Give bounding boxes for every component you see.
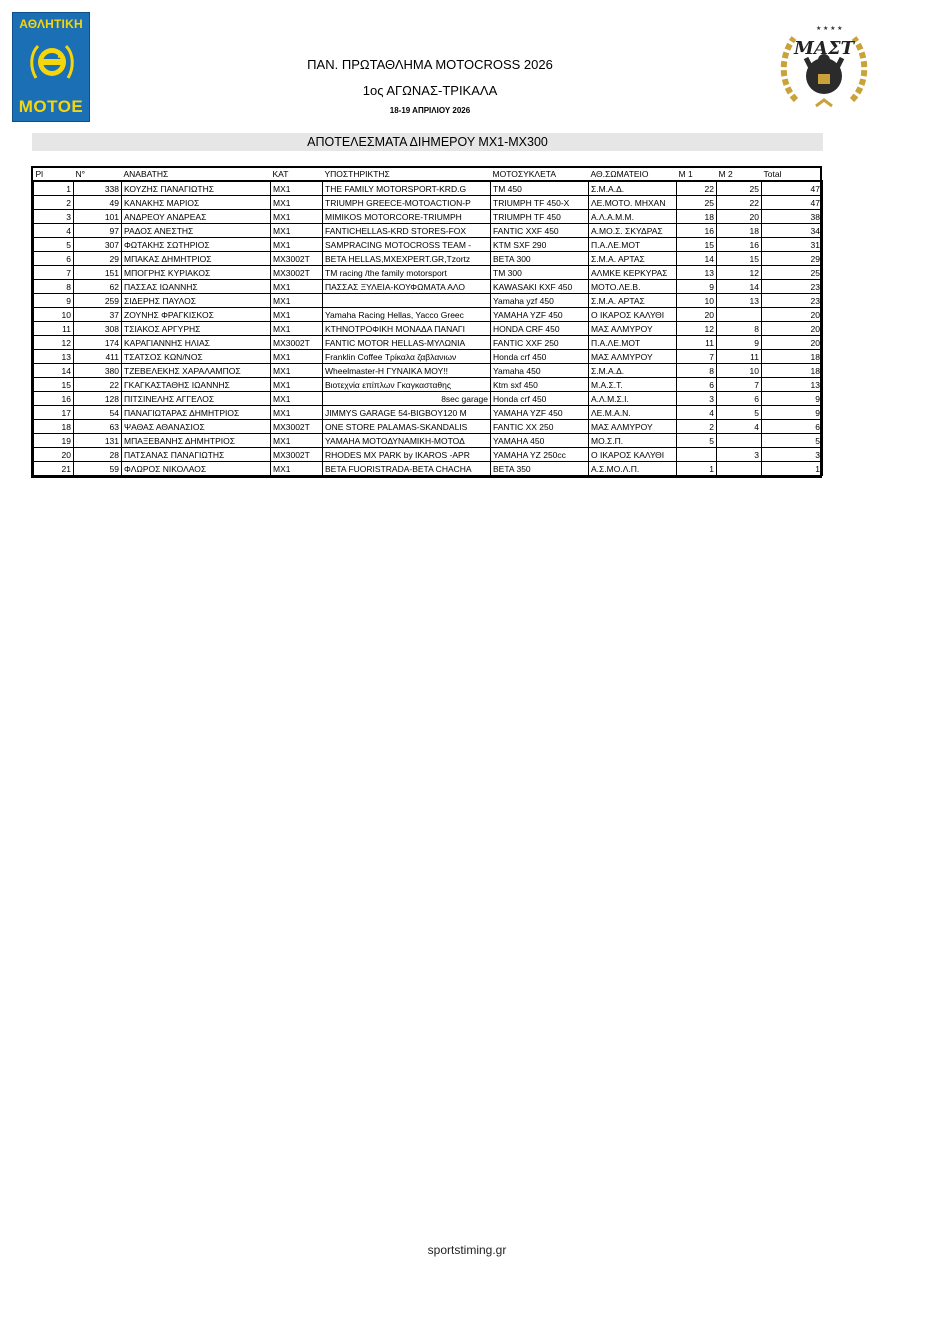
cell-m1 — [677, 448, 717, 462]
cell-m1: 15 — [677, 238, 717, 252]
cell-club: Α.Λ.Μ.Σ.Ι. — [589, 392, 677, 406]
cell-sponsor: TRIUMPH GREECE-MOTOACTION-P — [323, 196, 491, 210]
cell-bike: Ktm sxf 450 — [491, 378, 589, 392]
cell-sponsor: Yamaha Racing Hellas, Yacco Greec — [323, 308, 491, 322]
cell-number: 37 — [74, 308, 122, 322]
cell-number: 101 — [74, 210, 122, 224]
col-header-sponsor: ΥΠΟΣΤΗΡΙΚΤΗΣ — [323, 168, 491, 181]
cell-category: MX3002T — [271, 420, 323, 434]
cell-place: 17 — [34, 406, 74, 420]
cell-m2: 4 — [717, 420, 762, 434]
table-row — [34, 266, 823, 280]
cell-total: 20 — [762, 308, 823, 322]
cell-rider: ΡΑΔΟΣ ΑΝΕΣΤΗΣ — [122, 224, 271, 238]
cell-m2: 14 — [717, 280, 762, 294]
cell-total: 9 — [762, 392, 823, 406]
cell-club: ΜΟΤΟ.ΛΕ.Β. — [589, 280, 677, 294]
cell-number: 128 — [74, 392, 122, 406]
cell-rider: ΓΚΑΓΚΑΣΤΑΘΗΣ ΙΩΑΝΝΗΣ — [122, 378, 271, 392]
cell-category: MX1 — [271, 462, 323, 476]
cell-rider: ΠΑΤΣΑΝΑΣ ΠΑΝΑΓΙΩΤΗΣ — [122, 448, 271, 462]
cell-sponsor: TM racing /the family motorsport — [323, 266, 491, 280]
cell-total: 20 — [762, 322, 823, 336]
cell-m2: 7 — [717, 378, 762, 392]
cell-sponsor: SAMPRACING MOTOCROSS TEAM - — [323, 238, 491, 252]
cell-place: 18 — [34, 420, 74, 434]
cell-club: ΜΑΣ ΑΛΜΥΡΟΥ — [589, 350, 677, 364]
col-header-pl: Pl — [34, 168, 74, 181]
cell-number: 49 — [74, 196, 122, 210]
table-row — [34, 196, 823, 210]
table-row — [34, 238, 823, 252]
col-header-category: ΚΑΤ — [271, 168, 323, 181]
cell-number: 54 — [74, 406, 122, 420]
cell-club: ΜΟ.Σ.Π. — [589, 434, 677, 448]
cell-bike: KAWASAKI KXF 450 — [491, 280, 589, 294]
cell-club: ΛΕ.Μ.Α.Ν. — [589, 406, 677, 420]
cell-m2: 22 — [717, 196, 762, 210]
cell-sponsor: 8sec garage — [323, 392, 491, 406]
table-row — [34, 336, 823, 350]
cell-rider: ΦΩΤΑΚΗΣ ΣΩΤΗΡΙΟΣ — [122, 238, 271, 252]
cell-total: 47 — [762, 181, 823, 196]
cell-m2: 20 — [717, 210, 762, 224]
cell-place: 2 — [34, 196, 74, 210]
cell-rider: ΑΝΔΡΕΟΥ ΑΝΔΡΕΑΣ — [122, 210, 271, 224]
cell-total: 13 — [762, 378, 823, 392]
cell-m1: 3 — [677, 392, 717, 406]
cell-category: MX3002T — [271, 252, 323, 266]
cell-m1: 12 — [677, 322, 717, 336]
cell-number: 338 — [74, 181, 122, 196]
cell-sponsor: ΚΤΗΝΟΤΡΟΦΙΚΗ ΜΟΝΑΔΑ ΠΑΝΑΓΙ — [323, 322, 491, 336]
cell-category: MX3002T — [271, 266, 323, 280]
cell-bike: HONDA CRF 450 — [491, 322, 589, 336]
table-row — [34, 378, 823, 392]
logo-left-top-text: ΑΘΛΗΤΙΚΗ — [19, 17, 83, 31]
wreath-wheel-icon — [28, 38, 76, 86]
cell-club: Σ.Μ.Α. ΑΡΤΑΣ — [589, 252, 677, 266]
cell-sponsor: MIMIKOS MOTORCORE-TRIUMPH — [323, 210, 491, 224]
cell-category: MX1 — [271, 322, 323, 336]
cell-bike: KTM SXF 290 — [491, 238, 589, 252]
cell-category: MX1 — [271, 434, 323, 448]
cell-place: 15 — [34, 378, 74, 392]
cell-place: 14 — [34, 364, 74, 378]
table-row — [34, 252, 823, 266]
cell-rider: ΠΑΝΑΓΙΩΤΑΡΑΣ ΔΗΜΗΤΡΙΟΣ — [122, 406, 271, 420]
cell-category: MX1 — [271, 210, 323, 224]
cell-total: 47 — [762, 196, 823, 210]
cell-m1: 7 — [677, 350, 717, 364]
table-row — [34, 294, 823, 308]
cell-place: 10 — [34, 308, 74, 322]
cell-club: Σ.Μ.Α. ΑΡΤΑΣ — [589, 294, 677, 308]
cell-total: 20 — [762, 336, 823, 350]
cell-bike: YAMAHA YZF 450 — [491, 308, 589, 322]
cell-m2: 10 — [717, 364, 762, 378]
cell-m2: 5 — [717, 406, 762, 420]
cell-m1: 14 — [677, 252, 717, 266]
cell-bike: FANTIC XXF 250 — [491, 336, 589, 350]
cell-place: 11 — [34, 322, 74, 336]
table-row — [34, 364, 823, 378]
table-row — [34, 210, 823, 224]
cell-category: MX3002T — [271, 448, 323, 462]
cell-m1: 13 — [677, 266, 717, 280]
cell-m2: 13 — [717, 294, 762, 308]
cell-total: 18 — [762, 364, 823, 378]
col-header-m1: M 1 — [677, 168, 717, 181]
event-dates: 18-19 ΑΠΡΙΛΙΟΥ 2026 — [389, 106, 471, 115]
motoe-logo — [12, 12, 90, 122]
cell-category: MX1 — [271, 364, 323, 378]
cell-m2: 18 — [717, 224, 762, 238]
cell-bike: Yamaha yzf 450 — [491, 294, 589, 308]
cell-m1: 16 — [677, 224, 717, 238]
cell-rider: ΨΑΘΑΣ ΑΘΑΝΑΣΙΟΣ — [122, 420, 271, 434]
cell-club: Π.Α.ΛΕ.ΜΟΤ — [589, 238, 677, 252]
cell-place: 13 — [34, 350, 74, 364]
cell-rider: ΚΟΥΖΗΣ ΠΑΝΑΓΙΩΤΗΣ — [122, 181, 271, 196]
cell-sponsor: Franklin Coffee Τρίκαλα ζαβλανιων — [323, 350, 491, 364]
cell-m1: 9 — [677, 280, 717, 294]
cell-bike: FANTIC XXF 450 — [491, 224, 589, 238]
table-row — [34, 280, 823, 294]
cell-number: 259 — [74, 294, 122, 308]
logo-right-text: ΜΑΣΤ — [793, 38, 854, 59]
results-body — [34, 181, 823, 476]
cell-m2: 16 — [717, 238, 762, 252]
cell-total: 18 — [762, 350, 823, 364]
footer-site: sportstiming.gr — [427, 1243, 507, 1257]
cell-bike: TM 300 — [491, 266, 589, 280]
cell-club: Ο ΙΚΑΡΟΣ ΚΑΛΥΘΙ — [589, 308, 677, 322]
cell-club: ΛΕ.ΜΟΤΟ. ΜΗΧΑΝ — [589, 196, 677, 210]
cell-club: Σ.Μ.Α.Δ. — [589, 181, 677, 196]
cell-m2 — [717, 434, 762, 448]
cell-club: Α.Σ.ΜΟ.Λ.Π. — [589, 462, 677, 476]
championship-title: ΠΑΝ. ΠΡΩΤΑΘΛΗΜΑ MOTOCROSS 2026 — [307, 57, 553, 72]
cell-bike: YAMAHA 450 — [491, 434, 589, 448]
cell-sponsor: RHODES MX PARK by IKAROS -APR — [323, 448, 491, 462]
cell-rider: ΦΛΩΡΟΣ ΝΙΚΟΛΑΟΣ — [122, 462, 271, 476]
cell-category: MX3002T — [271, 336, 323, 350]
cell-m2: 11 — [717, 350, 762, 364]
cell-place: 7 — [34, 266, 74, 280]
cell-category: MX1 — [271, 196, 323, 210]
cell-number: 59 — [74, 462, 122, 476]
table-row — [34, 462, 823, 476]
cell-total: 9 — [762, 406, 823, 420]
table-row — [34, 224, 823, 238]
table-row — [34, 420, 823, 434]
table-row — [34, 308, 823, 322]
cell-m2: 25 — [717, 181, 762, 196]
cell-category: MX1 — [271, 181, 323, 196]
cell-m1: 11 — [677, 336, 717, 350]
cell-place: 21 — [34, 462, 74, 476]
cell-total: 29 — [762, 252, 823, 266]
cell-number: 29 — [74, 252, 122, 266]
cell-m1: 1 — [677, 462, 717, 476]
cell-total: 3 — [762, 448, 823, 462]
cell-total: 23 — [762, 294, 823, 308]
col-header-total: Total — [762, 168, 823, 181]
cell-rider: ΤΖΕΒΕΛΕΚΗΣ ΧΑΡΑΛΑΜΠΟΣ — [122, 364, 271, 378]
cell-sponsor: Βιοτεχνία επίπλων Γκαγκασταθης — [323, 378, 491, 392]
cell-rider: ΜΠΟΓΡΗΣ ΚΥΡΙΑΚΟΣ — [122, 266, 271, 280]
cell-m2: 3 — [717, 448, 762, 462]
table-row — [34, 350, 823, 364]
cell-category: MX1 — [271, 378, 323, 392]
cell-m1: 20 — [677, 308, 717, 322]
cell-number: 308 — [74, 322, 122, 336]
table-row — [34, 434, 823, 448]
cell-number: 63 — [74, 420, 122, 434]
table-row — [34, 448, 823, 462]
cell-club: Π.Α.ΛΕ.ΜΟΤ — [589, 336, 677, 350]
cell-bike: YAMAHA YZF 450 — [491, 406, 589, 420]
cell-category: MX1 — [271, 224, 323, 238]
cell-number: 380 — [74, 364, 122, 378]
cell-sponsor: ΠΑΣΣΑΣ ΞΥΛΕΙΑ-ΚΟΥΦΩΜΑΤΑ ΑΛΟ — [323, 280, 491, 294]
cell-number: 411 — [74, 350, 122, 364]
table-row — [34, 406, 823, 420]
cell-place: 6 — [34, 252, 74, 266]
table-row — [34, 181, 823, 196]
cell-sponsor: THE FAMILY MOTORSPORT-KRD.G — [323, 181, 491, 196]
cell-m1: 5 — [677, 434, 717, 448]
cell-club: Ο ΙΚΑΡΟΣ ΚΑΛΥΘΙ — [589, 448, 677, 462]
cell-rider: ΖΟΥΝΗΣ ΦΡΑΓΚΙΣΚΟΣ — [122, 308, 271, 322]
cell-bike: BETA 350 — [491, 462, 589, 476]
cell-bike: Yamaha 450 — [491, 364, 589, 378]
cell-bike: BETA 300 — [491, 252, 589, 266]
cell-total: 1 — [762, 462, 823, 476]
results-table — [31, 166, 822, 478]
cell-rider: ΜΠΑΞΕΒΑΝΗΣ ΔΗΜΗΤΡΙΟΣ — [122, 434, 271, 448]
cell-place: 9 — [34, 294, 74, 308]
cell-m1: 25 — [677, 196, 717, 210]
cell-m2: 8 — [717, 322, 762, 336]
cell-place: 8 — [34, 280, 74, 294]
cell-m1: 10 — [677, 294, 717, 308]
cell-category: MX1 — [271, 294, 323, 308]
cell-category: MX1 — [271, 392, 323, 406]
cell-bike: TRIUMPH TF 450-X — [491, 196, 589, 210]
mast-logo — [776, 20, 872, 116]
logo-left-bottom-text: ΜΟΤΟΕ — [18, 97, 84, 116]
cell-rider: ΜΠΑΚΑΣ ΔΗΜΗΤΡΙΟΣ — [122, 252, 271, 266]
cell-bike: YAMAHA YZ 250cc — [491, 448, 589, 462]
cell-club: ΜΑΣ ΑΛΜΥΡΟΥ — [589, 322, 677, 336]
cell-rider: ΠΑΣΣΑΣ ΙΩΑΝΝΗΣ — [122, 280, 271, 294]
cell-club: Σ.Μ.Α.Δ. — [589, 364, 677, 378]
cell-category: MX1 — [271, 406, 323, 420]
col-header-number: N° — [74, 168, 122, 181]
cell-place: 5 — [34, 238, 74, 252]
cell-category: MX1 — [271, 238, 323, 252]
cell-rider: ΠΙΤΣΙΝΕΛΗΣ ΑΓΓΕΛΟΣ — [122, 392, 271, 406]
cell-club: Α.Λ.Α.Μ.Μ. — [589, 210, 677, 224]
cell-category: MX1 — [271, 280, 323, 294]
laurel-wreath-icon — [776, 20, 872, 116]
cell-bike: TM 450 — [491, 181, 589, 196]
cell-total: 23 — [762, 280, 823, 294]
cell-category: MX1 — [271, 308, 323, 322]
cell-club: ΜΑΣ ΑΛΜΥΡΟΥ — [589, 420, 677, 434]
cell-number: 151 — [74, 266, 122, 280]
results-title: ΑΠΟΤΕΛΕΣΜΑΤΑ ΔΙΗΜΕΡΟΥ MX1-MX300 — [32, 133, 823, 151]
cell-m1: 4 — [677, 406, 717, 420]
cell-sponsor: BETA FUORISTRADA-BETA CHACHA — [323, 462, 491, 476]
cell-place: 3 — [34, 210, 74, 224]
cell-number: 97 — [74, 224, 122, 238]
cell-number: 174 — [74, 336, 122, 350]
table-row — [34, 322, 823, 336]
cell-club: Α.ΜΟ.Σ. ΣΚΥΔΡΑΣ — [589, 224, 677, 238]
cell-place: 1 — [34, 181, 74, 196]
cell-m2 — [717, 308, 762, 322]
cell-bike: Honda crf 450 — [491, 392, 589, 406]
cell-sponsor — [323, 294, 491, 308]
cell-sponsor: FANTIC MOTOR HELLAS-ΜΥΛΩΝΙΑ — [323, 336, 491, 350]
col-header-club: ΑΘ.ΣΩΜΑΤΕΙΟ — [589, 168, 677, 181]
cell-m2 — [717, 462, 762, 476]
svg-text:★ ★ ★ ★: ★ ★ ★ ★ — [816, 26, 843, 32]
cell-bike: TRIUMPH TF 450 — [491, 210, 589, 224]
cell-place: 12 — [34, 336, 74, 350]
cell-m1: 22 — [677, 181, 717, 196]
cell-sponsor: BETA HELLAS,MXEXPERT.GR,Tzortz — [323, 252, 491, 266]
cell-place: 16 — [34, 392, 74, 406]
cell-m1: 18 — [677, 210, 717, 224]
cell-number: 62 — [74, 280, 122, 294]
cell-club: ΑΛΜΚΕ ΚΕΡΚΥΡΑΣ — [589, 266, 677, 280]
cell-sponsor: Wheelmaster-Η ΓΥΝΑΙΚΑ ΜΟΥ!! — [323, 364, 491, 378]
cell-sponsor: JIMMYS GARAGE 54-BIGBOY120 M — [323, 406, 491, 420]
cell-m2: 9 — [717, 336, 762, 350]
cell-number: 22 — [74, 378, 122, 392]
col-header-m2: M 2 — [717, 168, 762, 181]
cell-place: 4 — [34, 224, 74, 238]
cell-m1: 2 — [677, 420, 717, 434]
cell-rider: ΚΑΝΑΚΗΣ ΜΑΡΙΟΣ — [122, 196, 271, 210]
cell-number: 307 — [74, 238, 122, 252]
cell-total: 31 — [762, 238, 823, 252]
table-row — [34, 392, 823, 406]
cell-sponsor: FANTICHELLAS-KRD STORES-FOX — [323, 224, 491, 238]
cell-rider: ΚΑΡΑΓΙΑΝΝΗΣ ΗΛΙΑΣ — [122, 336, 271, 350]
cell-place: 20 — [34, 448, 74, 462]
cell-total: 25 — [762, 266, 823, 280]
table-header-row — [34, 168, 823, 181]
col-header-rider: ΑΝΑΒΑΤΗΣ — [122, 168, 271, 181]
cell-sponsor: ONE STORE PALAMAS-SKANDALIS — [323, 420, 491, 434]
cell-m1: 6 — [677, 378, 717, 392]
cell-total: 38 — [762, 210, 823, 224]
cell-m2: 15 — [717, 252, 762, 266]
cell-total: 5 — [762, 434, 823, 448]
cell-number: 28 — [74, 448, 122, 462]
event-title: 1ος ΑΓΩΝΑΣ-ΤΡΙΚΑΛΑ — [362, 83, 498, 98]
cell-rider: ΣΙΔΕΡΗΣ ΠΑΥΛΟΣ — [122, 294, 271, 308]
cell-m1: 8 — [677, 364, 717, 378]
cell-bike: FANTIC XX 250 — [491, 420, 589, 434]
cell-number: 131 — [74, 434, 122, 448]
cell-category: MX1 — [271, 350, 323, 364]
cell-m2: 12 — [717, 266, 762, 280]
cell-rider: ΤΣΑΤΣΟΣ ΚΩΝ/ΝΟΣ — [122, 350, 271, 364]
cell-total: 34 — [762, 224, 823, 238]
cell-bike: Honda crf 450 — [491, 350, 589, 364]
cell-m2: 6 — [717, 392, 762, 406]
cell-place: 19 — [34, 434, 74, 448]
col-header-bike: ΜΟΤΟΣΥΚΛΕΤΑ — [491, 168, 589, 181]
cell-sponsor: YAMAHA ΜΟΤΟΔΥΝΑΜΙΚΗ-ΜΟΤΟΔ — [323, 434, 491, 448]
cell-rider: ΤΣΙΑΚΟΣ ΑΡΓΥΡΗΣ — [122, 322, 271, 336]
cell-club: Μ.Α.Σ.Τ. — [589, 378, 677, 392]
cell-total: 6 — [762, 420, 823, 434]
